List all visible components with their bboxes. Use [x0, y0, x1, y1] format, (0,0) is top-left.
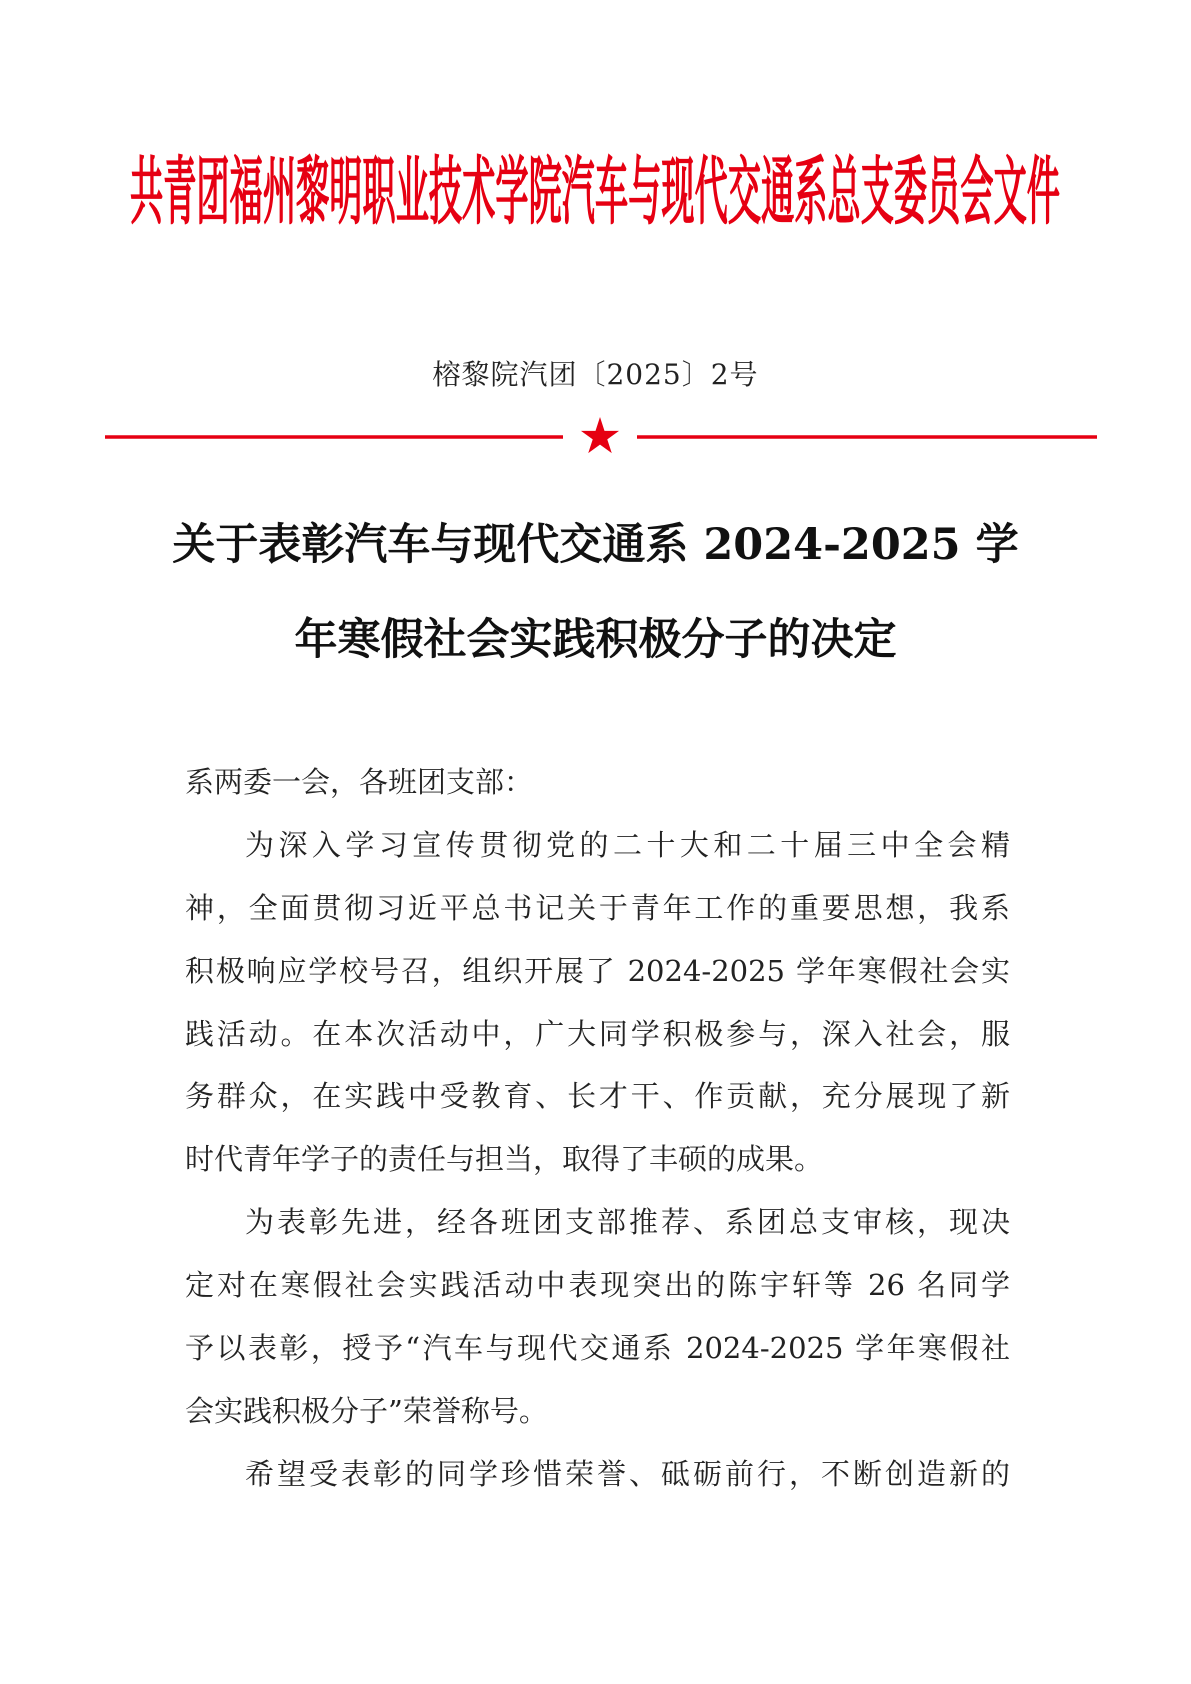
paragraph-line: 为表彰先进，经各班团支部推荐、系团总支审核，现决 — [245, 1205, 1010, 1240]
red-header — [0, 145, 1191, 240]
paragraph — [185, 1443, 1010, 1506]
paragraph-line: 务群众，在实践中受教育、长才干、作贡献，充分展现了新 — [185, 1079, 1010, 1114]
paragraph-line: 定对在寒假社会实践活动中表现突出的陈宇轩等 26 名同学 — [185, 1268, 1010, 1303]
paragraph-line: 积极响应学校号召，组织开展了 2024-2025 学年寒假社会实 — [185, 953, 1010, 988]
header-title: 共青团福州黎明职业技术学院汽车与现代交通系总支委员会文件 — [130, 149, 1060, 235]
paragraph-line: 予以表彰，授予“汽车与现代交通系 2024-2025 学年寒假社 — [185, 1331, 1010, 1366]
title-line: 关于表彰汽车与现代交通系 2024-2025 学 — [172, 520, 1019, 570]
paragraph-line: 时代青年学子的责任与担当，取得了丰硕的成果。 — [185, 1142, 824, 1177]
paragraph-line: 践活动。在本次活动中，广大同学积极参与，深入社会，服 — [185, 1016, 1010, 1051]
document-title — [0, 512, 1191, 702]
paragraph — [185, 1191, 1010, 1443]
paragraph-line: 为深入学习宣传贯彻党的二十大和二十届三中全会精 — [245, 827, 1010, 862]
salutation: 系两委一会，各班团支部： — [185, 765, 534, 799]
red-divider — [0, 405, 1191, 469]
doc-number: 榕黎院汽团〔2025〕2号 — [432, 358, 759, 391]
paragraph-line: 神，全面贯彻习近平总书记关于青年工作的重要思想，我系 — [185, 890, 1010, 925]
paragraph — [185, 814, 1010, 1191]
star-icon — [581, 417, 619, 453]
document-body — [185, 751, 1010, 1506]
paragraph-line: 会实践积极分子”荣誉称号。 — [185, 1393, 548, 1428]
paragraph-line: 希望受表彰的同学珍惜荣誉、砥砺前行，不断创造新的 — [245, 1456, 1010, 1491]
title-line: 年寒假社会实践积极分子的决定 — [294, 615, 897, 665]
